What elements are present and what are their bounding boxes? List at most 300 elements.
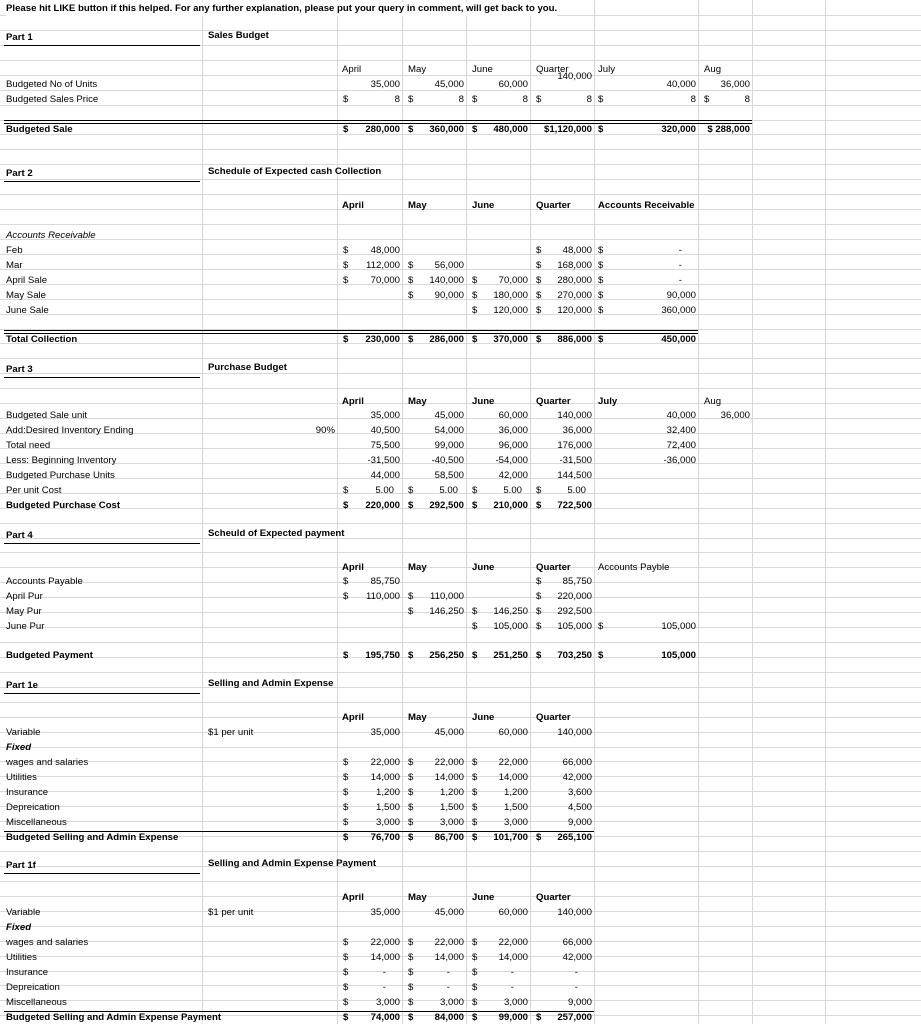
dollar-sign: $ — [472, 650, 478, 661]
row-label: wages and salaries — [6, 757, 89, 768]
cell-value: - — [574, 967, 578, 978]
column-header: June — [472, 200, 495, 211]
dollar-sign: $ — [472, 1012, 478, 1023]
dollar-sign: $ — [408, 591, 414, 602]
dollar-sign: $ — [343, 576, 349, 587]
dollar-sign: $ — [343, 94, 349, 105]
dollar-sign: $ — [408, 275, 414, 286]
cell-value: 40,000 — [666, 410, 696, 421]
row-label: June Sale — [6, 305, 49, 316]
cell-value: - — [678, 245, 682, 256]
dollar-sign: $ — [343, 967, 349, 978]
cell-value: 22,000 — [498, 937, 528, 948]
cell-value: -36,000 — [663, 455, 696, 466]
cell-value: 140,000 — [557, 907, 592, 918]
cell-value: 5.00 — [439, 485, 458, 496]
cell-value: 36,000 — [498, 425, 528, 436]
dollar-sign: $ — [472, 485, 478, 496]
cell-value: 60,000 — [498, 727, 528, 738]
grid-row-line — [0, 866, 921, 867]
units-value: 36,000 — [720, 79, 750, 90]
column-header: April — [342, 200, 364, 211]
per-unit-label: $1 per unit — [208, 727, 254, 738]
cell-value: 1,500 — [375, 802, 400, 813]
part-label: Part 1f — [6, 860, 36, 871]
grid-row-line — [0, 224, 921, 225]
cell-value: 105,000 — [493, 621, 528, 632]
dollar-sign: $ — [408, 787, 414, 798]
total-value: 886,000 — [557, 334, 592, 345]
dollar-sign: $ — [343, 772, 349, 783]
cell-value: 22,000 — [434, 757, 464, 768]
cell-value: 99,000 — [434, 440, 464, 451]
dollar-sign: $ — [704, 94, 710, 105]
dollar-sign: $ — [408, 817, 414, 828]
column-header: April — [342, 892, 364, 903]
row-label: Insurance — [6, 967, 49, 978]
cell-value: 220,000 — [557, 591, 592, 602]
cell-value: 140,000 — [557, 410, 592, 421]
total-value: 99,000 — [498, 1012, 528, 1023]
total-value: 480,000 — [493, 124, 528, 135]
dollar-sign: $ — [343, 937, 349, 948]
grid-row-line — [0, 567, 921, 568]
row-label: wages and salaries — [6, 937, 89, 948]
column-header: May — [408, 562, 427, 573]
dollar-sign: $ — [408, 802, 414, 813]
dollar-sign: $ — [472, 290, 478, 301]
grid-row-line — [0, 164, 921, 165]
cell-value: 3,600 — [567, 787, 592, 798]
cell-value: 14,000 — [498, 952, 528, 963]
cell-value: 40,500 — [370, 425, 400, 436]
dollar-sign: $ — [343, 275, 349, 286]
cell-value: - — [382, 982, 386, 993]
cell-value: 70,000 — [498, 275, 528, 286]
cell-value: 4,500 — [567, 802, 592, 813]
cell-value: - — [446, 982, 450, 993]
total-label: Budgeted Purchase Cost — [6, 500, 121, 511]
dollar-sign: $ — [536, 290, 542, 301]
cell-value: 90,000 — [666, 290, 696, 301]
cell-value: -40,500 — [431, 455, 464, 466]
total-value: $ 288,000 — [707, 124, 750, 135]
dollar-sign: $ — [472, 997, 478, 1008]
column-header: Accounts Payble — [598, 562, 670, 573]
cell-value: 14,000 — [498, 772, 528, 783]
cell-value: 140,000 — [557, 727, 592, 738]
column-header: Aug — [704, 64, 722, 75]
cell-value: 1,500 — [503, 802, 528, 813]
cell-value: 48,000 — [370, 245, 400, 256]
cell-value: 3,000 — [439, 997, 464, 1008]
column-header: Quarter — [536, 200, 571, 211]
part-underline — [4, 181, 200, 182]
part-underline — [4, 377, 200, 378]
dollar-sign: $ — [343, 832, 349, 843]
dollar-sign: $ — [343, 260, 349, 271]
dollar-sign: $ — [472, 817, 478, 828]
row-label: June Pur — [6, 621, 45, 632]
cell-value: 22,000 — [498, 757, 528, 768]
cell-value: 58,500 — [434, 470, 464, 481]
column-header: Quarter — [536, 64, 569, 75]
cell-value: 112,000 — [366, 260, 400, 271]
dollar-sign: $ — [472, 275, 478, 286]
cell-value: 45,000 — [434, 907, 464, 918]
cell-value: 146,250 — [429, 606, 464, 617]
total-value: 286,000 — [429, 334, 464, 345]
grid-row-line — [0, 538, 921, 539]
cell-value: 146,250 — [493, 606, 528, 617]
units-value: 60,000 — [498, 79, 528, 90]
row-label: Utilities — [6, 772, 37, 783]
price-value: 8 — [522, 94, 528, 105]
cell-value: 48,000 — [562, 245, 592, 256]
price-value: 8 — [394, 94, 400, 105]
dollar-sign: $ — [472, 305, 478, 316]
row-label: Depreication — [6, 802, 60, 813]
grid-row-line — [0, 30, 921, 31]
cell-value: 32,400 — [666, 425, 696, 436]
cell-value: 22,000 — [434, 937, 464, 948]
cell-value: 3,000 — [439, 817, 464, 828]
column-header: July — [598, 64, 616, 75]
units-value: 45,000 — [434, 79, 464, 90]
total-value: 703,250 — [557, 650, 592, 661]
cell-value: - — [574, 982, 578, 993]
part-underline — [4, 45, 200, 46]
cell-value: 270,000 — [557, 290, 592, 301]
total-value: 280,000 — [365, 124, 400, 135]
cell-value: - — [446, 967, 450, 978]
cell-value: 44,000 — [370, 470, 400, 481]
units-value: 140,000 — [557, 71, 592, 82]
dollar-sign: $ — [472, 500, 478, 511]
dollar-sign: $ — [472, 334, 478, 345]
row-label: Insurance — [6, 787, 49, 798]
column-header: April — [342, 64, 362, 75]
cell-value: 96,000 — [498, 440, 528, 451]
dollar-sign: $ — [472, 757, 478, 768]
column-header: June — [472, 892, 495, 903]
dollar-sign: $ — [598, 305, 604, 316]
grid-row-line — [0, 358, 921, 359]
dollar-sign: $ — [343, 334, 349, 345]
cell-value: 144,500 — [557, 470, 592, 481]
cell-value: 110,000 — [366, 591, 400, 602]
cell-value: 90,000 — [434, 290, 464, 301]
row-label: Budgeted No of Units — [6, 79, 98, 90]
grid-column-line — [594, 0, 595, 1024]
cell-value: 35,000 — [370, 727, 400, 738]
grid-row-line — [0, 194, 921, 195]
column-header: April — [342, 712, 364, 723]
row-label: Miscellaneous — [6, 997, 67, 1008]
grid-row-line — [0, 881, 921, 882]
total-value: 105,000 — [661, 650, 696, 661]
cell-value: 5.00 — [567, 485, 586, 496]
grid-row-line — [0, 60, 921, 61]
cell-value: 176,000 — [557, 440, 592, 451]
row-label: Accounts Payable — [6, 576, 83, 587]
cell-value: 60,000 — [498, 907, 528, 918]
total-value: 220,000 — [365, 500, 400, 511]
dollar-sign: $ — [472, 606, 478, 617]
total-value: 230,000 — [365, 334, 400, 345]
cell-value: - — [678, 275, 682, 286]
cell-value: 14,000 — [434, 952, 464, 963]
cell-value: 110,000 — [430, 591, 464, 602]
total-label: Budgeted Payment — [6, 650, 93, 661]
grid-row-line — [0, 926, 921, 927]
dollar-sign: $ — [343, 757, 349, 768]
cell-value: 14,000 — [370, 772, 400, 783]
units-value: 40,000 — [666, 79, 696, 90]
cell-value: 5.00 — [503, 485, 522, 496]
cell-value: 168,000 — [557, 260, 592, 271]
dollar-sign: $ — [408, 124, 414, 135]
total-value: 320,000 — [661, 124, 696, 135]
dollar-sign: $ — [472, 621, 478, 632]
row-label: April Sale — [6, 275, 48, 286]
column-header: June — [472, 562, 495, 573]
section-title: Sales Budget — [208, 30, 269, 41]
row-label: Utilities — [6, 952, 37, 963]
total-value: 195,750 — [365, 650, 400, 661]
dollar-sign: $ — [408, 757, 414, 768]
cell-value: 45,000 — [434, 410, 464, 421]
grid-row-line — [0, 373, 921, 374]
row-label: Budgeted Purchase Units — [6, 470, 115, 481]
section-divider — [4, 330, 698, 331]
cell-value: 85,750 — [370, 576, 400, 587]
grid-row-line — [0, 149, 921, 150]
section-title: Selling and Admin Expense Payment — [208, 858, 377, 869]
row-label: Fixed — [6, 742, 32, 753]
dollar-sign: $ — [343, 500, 349, 511]
dollar-sign: $ — [598, 124, 604, 135]
cell-value: 105,000 — [661, 621, 696, 632]
dollar-sign: $ — [472, 967, 478, 978]
dollar-sign: $ — [536, 245, 542, 256]
dollar-sign: $ — [343, 485, 349, 496]
column-header: May — [408, 712, 427, 723]
cell-value: 45,000 — [434, 727, 464, 738]
price-value: 8 — [744, 94, 750, 105]
row-label: Variable — [6, 907, 41, 918]
row-label: Fixed — [6, 922, 32, 933]
dollar-sign: $ — [343, 817, 349, 828]
cell-value: 42,000 — [498, 470, 528, 481]
dollar-sign: $ — [536, 485, 542, 496]
dollar-sign: $ — [343, 952, 349, 963]
part-label: Part 3 — [6, 364, 33, 375]
total-value: 370,000 — [493, 334, 528, 345]
column-header: Accounts Receivable — [598, 200, 695, 211]
part-label: Part 2 — [6, 168, 33, 179]
dollar-sign: $ — [536, 500, 542, 511]
cell-value: 120,000 — [557, 305, 592, 316]
total-value: 265,100 — [557, 832, 592, 843]
section-title: Purchase Budget — [208, 362, 287, 373]
grid-row-line — [0, 209, 921, 210]
percent-value: 90% — [315, 425, 335, 436]
dollar-sign: $ — [408, 500, 414, 511]
dollar-sign: $ — [408, 650, 414, 661]
dollar-sign: $ — [408, 952, 414, 963]
row-label: Budgeted Sales Price — [6, 94, 99, 105]
cell-value: -54,000 — [495, 455, 528, 466]
row-label: Per unit Cost — [6, 485, 62, 496]
units-value: 35,000 — [370, 79, 400, 90]
total-value: 360,000 — [429, 124, 464, 135]
part-underline — [4, 873, 200, 874]
total-value: 450,000 — [661, 334, 696, 345]
dollar-sign: $ — [598, 650, 604, 661]
cell-value: 180,000 — [493, 290, 528, 301]
cell-value: 3,000 — [375, 997, 400, 1008]
price-value: 8 — [586, 94, 592, 105]
total-value: 257,000 — [557, 1012, 592, 1023]
total-label: Total Collection — [6, 334, 78, 345]
dollar-sign: $ — [343, 802, 349, 813]
cell-value: 3,000 — [503, 997, 528, 1008]
price-value: 8 — [458, 94, 464, 105]
column-header: Quarter — [536, 562, 571, 573]
total-value: 722,500 — [557, 500, 592, 511]
column-header: April — [342, 562, 364, 573]
dollar-sign: $ — [408, 997, 414, 1008]
dollar-sign: $ — [343, 591, 349, 602]
cell-value: 35,000 — [370, 907, 400, 918]
dollar-sign: $ — [343, 982, 349, 993]
cell-value: 70,000 — [370, 275, 400, 286]
dollar-sign: $ — [408, 606, 414, 617]
column-header: Quarter — [536, 892, 571, 903]
dollar-sign: $ — [598, 334, 604, 345]
column-header: May — [408, 200, 427, 211]
dollar-sign: $ — [408, 937, 414, 948]
dollar-sign: $ — [598, 275, 604, 286]
dollar-sign: $ — [343, 997, 349, 1008]
dollar-sign: $ — [408, 485, 414, 496]
dollar-sign: $ — [472, 94, 478, 105]
cell-value: 1,200 — [503, 787, 528, 798]
grid-row-line — [0, 687, 921, 688]
part-label: Part 4 — [6, 530, 33, 541]
dollar-sign: $ — [598, 621, 604, 632]
dollar-sign: $ — [472, 124, 478, 135]
dollar-sign: $ — [472, 772, 478, 783]
total-value: $1,120,000 — [543, 124, 592, 135]
cell-value: 14,000 — [370, 952, 400, 963]
grid-row-line — [0, 523, 921, 524]
grid-row-line — [0, 388, 921, 389]
dollar-sign: $ — [536, 94, 542, 105]
cell-value: - — [678, 260, 682, 271]
column-header: Quarter — [536, 396, 571, 407]
row-label: Variable — [6, 727, 41, 738]
cell-value: 35,000 — [370, 410, 400, 421]
dollar-sign: $ — [408, 94, 414, 105]
dollar-sign: $ — [598, 260, 604, 271]
grid-row-line — [0, 717, 921, 718]
grid-row-line — [0, 851, 921, 852]
cell-value: 36,000 — [562, 425, 592, 436]
cell-value: 36,000 — [720, 410, 750, 421]
dollar-sign: $ — [408, 290, 414, 301]
grid-row-line — [0, 702, 921, 703]
section-title: Schedule of Expected cash Collection — [208, 166, 382, 177]
row-label: Accounts Receivable — [6, 230, 96, 241]
row-label: Feb — [6, 245, 23, 256]
row-label: Mar — [6, 260, 23, 271]
per-unit-label: $1 per unit — [208, 907, 254, 918]
dollar-sign: $ — [536, 334, 542, 345]
dollar-sign: $ — [408, 1012, 414, 1023]
note-text: Please hit LIKE button if this helped. For any further explanation, please put your query in comment, will get back to you. — [6, 3, 558, 14]
dollar-sign: $ — [408, 982, 414, 993]
cell-value: 360,000 — [661, 305, 696, 316]
total-label: Budgeted Selling and Admin Expense — [6, 832, 179, 843]
cell-value: 9,000 — [567, 817, 592, 828]
row-label: Less: Beginning Inventory — [6, 455, 117, 466]
cell-value: 72,400 — [666, 440, 696, 451]
cell-value: 1,200 — [375, 787, 400, 798]
dollar-sign: $ — [536, 275, 542, 286]
cell-value: - — [510, 982, 514, 993]
dollar-sign: $ — [598, 94, 604, 105]
section-divider — [4, 120, 752, 121]
cell-value: 5.00 — [375, 485, 394, 496]
total-value: 251,250 — [493, 650, 528, 661]
cell-value: 14,000 — [434, 772, 464, 783]
dollar-sign: $ — [472, 982, 478, 993]
grid-row-line — [0, 642, 921, 643]
row-label: May Sale — [6, 290, 46, 301]
dollar-sign: $ — [598, 290, 604, 301]
part-label: Part 1 — [6, 32, 33, 43]
dollar-sign: $ — [343, 124, 349, 135]
row-label: April Pur — [6, 591, 43, 602]
cell-value: - — [510, 967, 514, 978]
grid-row-line — [0, 672, 921, 673]
cell-value: 1,500 — [439, 802, 464, 813]
total-value: 86,700 — [434, 832, 464, 843]
cell-value: 66,000 — [562, 757, 592, 768]
dollar-sign: $ — [408, 334, 414, 345]
grid-column-line — [698, 0, 699, 1024]
cell-value: 120,000 — [493, 305, 528, 316]
grid-row-line — [0, 179, 921, 180]
column-header: June — [472, 64, 493, 75]
dollar-sign: $ — [408, 772, 414, 783]
dollar-sign: $ — [472, 802, 478, 813]
cell-value: 42,000 — [562, 772, 592, 783]
price-value: 8 — [690, 94, 696, 105]
cell-value: 292,500 — [557, 606, 592, 617]
grid-row-line — [0, 552, 921, 553]
dollar-sign: $ — [536, 832, 542, 843]
cell-value: 54,000 — [434, 425, 464, 436]
cell-value: -31,500 — [559, 455, 592, 466]
cell-value: 105,000 — [557, 621, 592, 632]
dollar-sign: $ — [343, 650, 349, 661]
total-value: 84,000 — [434, 1012, 464, 1023]
dollar-sign: $ — [536, 1012, 542, 1023]
dollar-sign: $ — [536, 576, 542, 587]
